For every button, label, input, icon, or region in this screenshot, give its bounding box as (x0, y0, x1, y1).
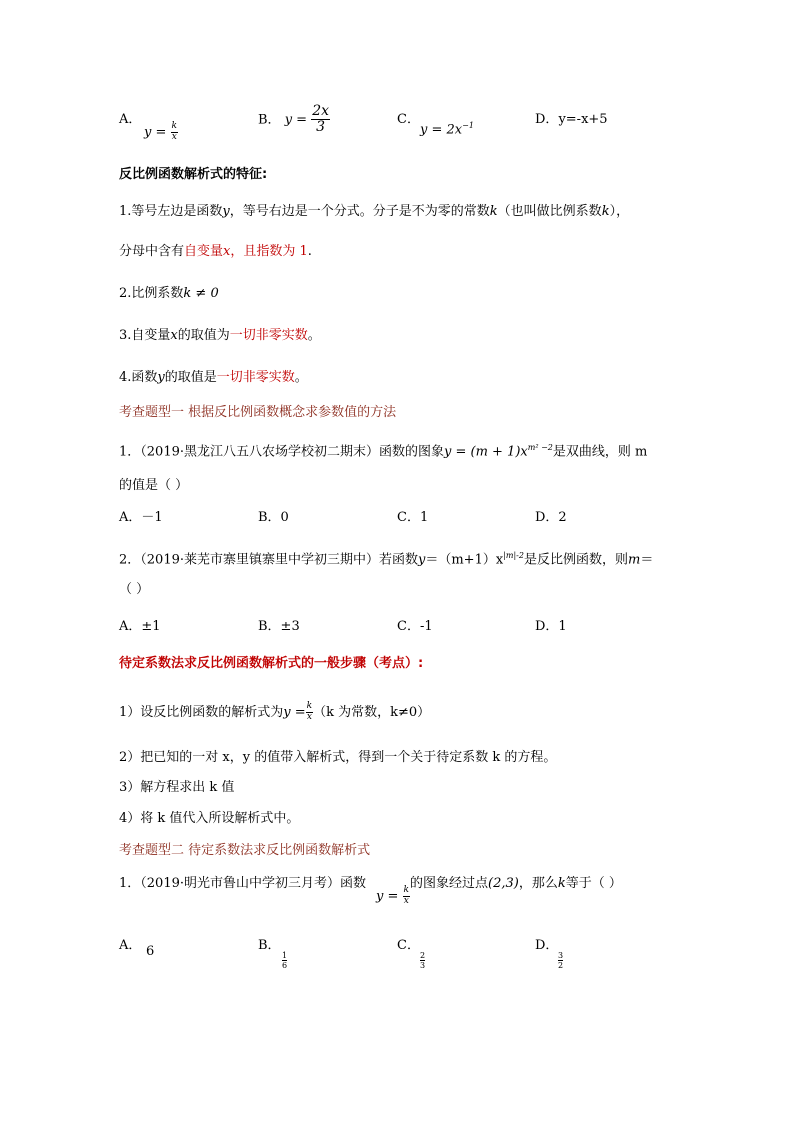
option-c-formula: $y = 2x^{-1}$ (420, 121, 474, 138)
type2-option-d-fraction: 3 2 (558, 951, 564, 970)
type1-q1-option-b: B．0 (258, 510, 289, 525)
feature-title: 反比例函数解析式的特征: (119, 167, 268, 182)
option-a-formula: y = $\frac{k}{x}$ (144, 121, 177, 142)
type1-q1-option-a: A．－1 (119, 510, 163, 525)
type2-q1-part1: 1．（2019·明光市鲁山中学初三月考）函数 (119, 876, 366, 891)
feature-line-5: 4.函数y的取值是一切非零实数。 (119, 370, 308, 385)
step-2: 2）把已知的一对 x，y 的值带入解析式，得到一个关于待定系数 k 的方程。 (119, 750, 557, 765)
type1-q2-option-d: D．1 (535, 619, 567, 634)
option-d: D．y=-x+5 (535, 112, 608, 127)
type1-q2-option-a: A．±1 (119, 619, 161, 634)
option-b: B． y = $\frac{2x}{3}$ (258, 103, 330, 136)
type2-option-a: A． (119, 938, 142, 953)
type1-q1-option-c: C．1 (397, 510, 429, 525)
steps-title: 待定系数法求反比例函数解析式的一般步骤（考点）: (119, 656, 424, 671)
type1-q1-line2: 的值是（ ） (119, 478, 189, 493)
option-c: C． (397, 112, 420, 127)
type2-option-b: B． (258, 938, 281, 953)
feature-line-3: 2.比例系数k ≠ 0 (119, 286, 219, 301)
type1-q2-line2: （ ） (119, 582, 150, 597)
type2-option-c-fraction: 2 3 (420, 951, 426, 970)
type1-q1-line1: 1．（2019·黑龙江八五八农场学校初二期末）函数的图象$y = (m + 1)x^{m^2 -2}$是双曲线，则 m (119, 443, 648, 460)
type1-q1-option-d: D．2 (535, 510, 567, 525)
type1-q2-option-c: C．-1 (397, 619, 433, 634)
type1-title: 考查题型一 根据反比例函数概念求参数值的方法 (119, 405, 397, 420)
type2-option-c: C． (397, 938, 420, 953)
type2-q1-part2: 的图象经过点(2,3)，那么k等于（ ） (410, 876, 622, 891)
type2-option-a-value: 6 (146, 944, 155, 959)
type2-q1-formula: y = $\frac{k}{x}$ (376, 885, 409, 906)
type1-q2-line1: 2．（2019·莱芜市寨里镇寨里中学初三期中）若函数$y=(m+1)x^{|m|-2}$是反比例函数，则m＝ (119, 551, 654, 568)
feature-line-4: 3.自变量x的取值为一切非零实数。 (119, 328, 321, 343)
option-label: A． (119, 112, 142, 127)
feature-line-1: 1.等号左边是函数y，等号右边是一个分式。分子是不为零的常数k（也叫做比例系数k）， (119, 204, 630, 219)
step-4: 4）将 k 值代入所设解析式中。 (119, 811, 300, 826)
type2-option-b-fraction: 1 6 (282, 951, 288, 970)
type2-option-d: D． (535, 938, 559, 953)
step-3: 3）解方程求出 k 值 (119, 780, 235, 795)
type2-title: 考查题型二 待定系数法求反比例函数解析式 (119, 843, 371, 858)
feature-line-2: 分母中含有自变量x，且指数为 1. (119, 244, 312, 259)
option-a (119, 112, 141, 128)
step-1: 1）设反比例函数的解析式为y = $\frac{k}{x}$ （k 为常数，k≠0） (119, 701, 431, 722)
type1-q2-option-b: B．±3 (258, 619, 300, 634)
